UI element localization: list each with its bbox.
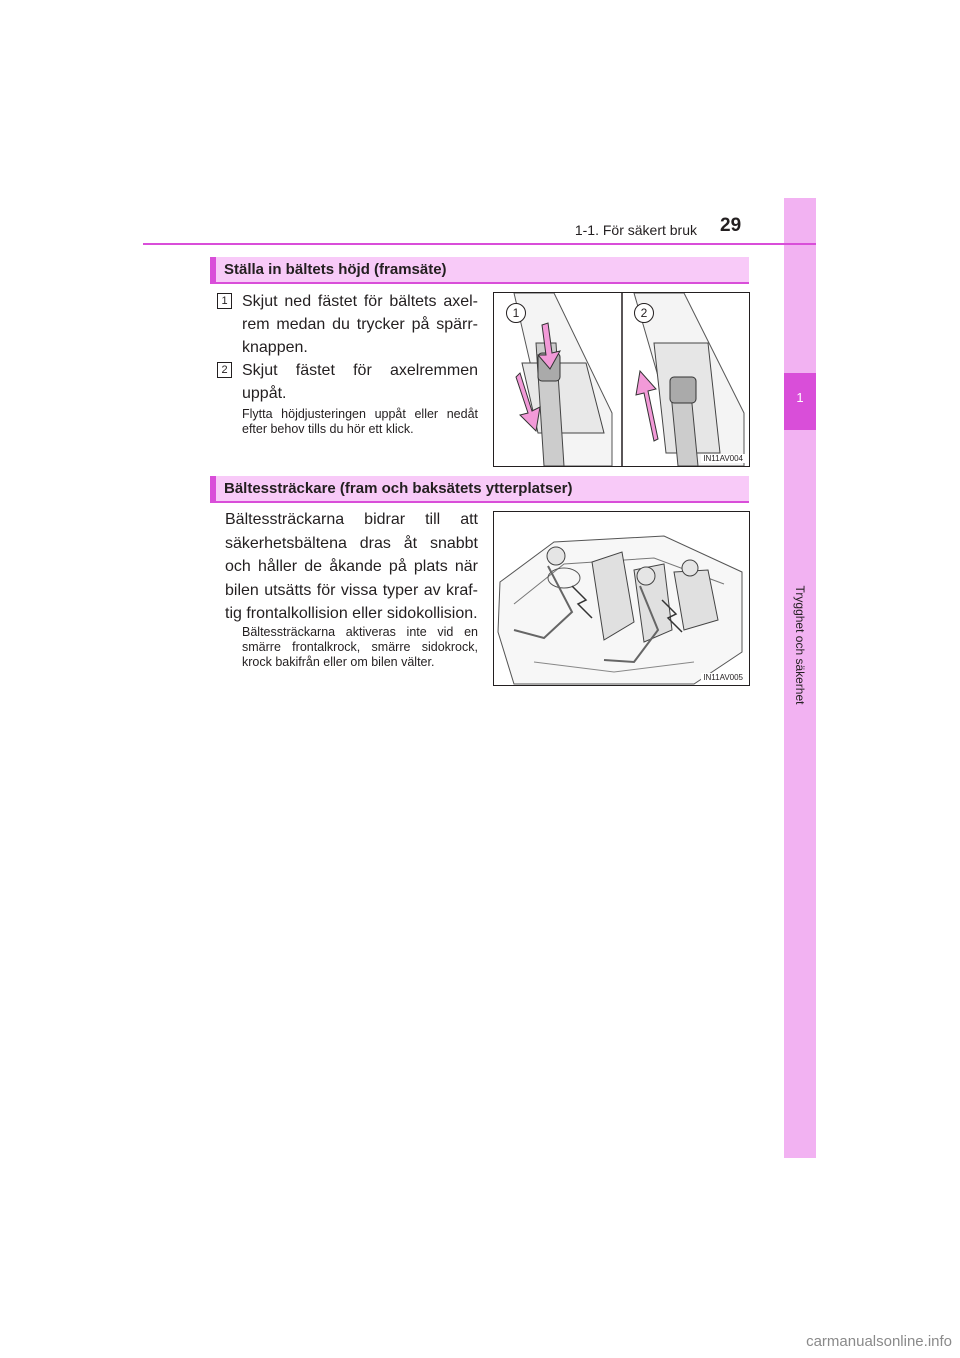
section-header-bar (210, 476, 216, 501)
figure-code: IN11AV004 (703, 454, 743, 463)
section-header-pretensioners (210, 476, 749, 503)
page-number: 29 (720, 215, 742, 236)
section-title: Bältessträckare (fram och baksätets ytterplatser) (224, 480, 573, 497)
figure-code: IN11AV005 (703, 673, 743, 682)
watermark: carmanualsonline.info (806, 1333, 952, 1350)
figure-pretensioners (493, 511, 750, 686)
note-height-adjust: Flytta höjdjusteringen uppåt eller nedåt efter behov tills du hör ett klick. (242, 407, 478, 436)
figure-panel-label-1: 1 (506, 303, 526, 323)
pretensioner-description: Bältessträckarna bidrar till att säkerhetsbältena dras åt snabbt och håller de åkande på plats när bilen utsätts för vissa typer av kraf-tig frontalkollision eller sidokollision. (225, 511, 478, 622)
step-number-1: 1 (217, 293, 232, 309)
step-text-2: Skjut fästet för axelremmen uppåt. (242, 362, 478, 402)
section-breadcrumb: 1-1. För säkert bruk (574, 222, 697, 238)
car-cutaway-illustration (494, 512, 749, 685)
step-number-2: 2 (217, 362, 232, 378)
chapter-title: Trygghet och säkerhet (793, 585, 807, 705)
header-divider (143, 243, 816, 245)
section-header-bar (210, 257, 216, 282)
section-title: Ställa in bältets höjd (framsäte) (224, 261, 447, 278)
chapter-side-tab (784, 198, 816, 1158)
note-pretensioner: Bältessträckarna aktiveras inte vid en smärre frontalkrock, smärre sidokrock, krock bakifrån eller om bilen välter. (242, 625, 478, 669)
step-text-1: Skjut ned fästet för bältets axel-rem medan du trycker på spärr-knappen. (242, 293, 478, 356)
belt-adjust-illustration (494, 293, 749, 466)
figure-belt-height-adjust (493, 292, 750, 467)
section-header-belt-height (210, 257, 749, 284)
figure-panel-label-2: 2 (634, 303, 654, 323)
chapter-number: 1 (796, 390, 804, 405)
